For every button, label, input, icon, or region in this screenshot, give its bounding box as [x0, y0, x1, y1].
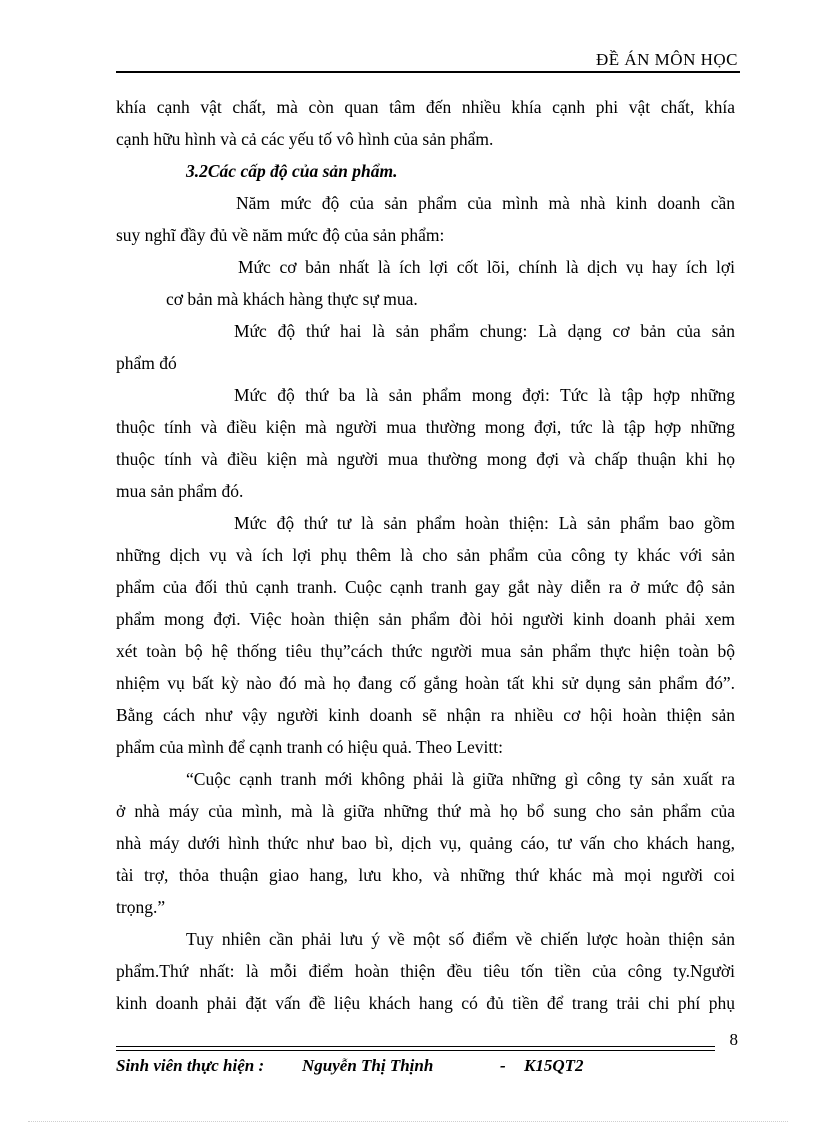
body-line: phẩm.Thứ nhất: là mỗi điểm hoàn thiện đều tiêu tốn tiền của công ty.Người [116, 961, 735, 981]
body-line: xét toàn bộ hệ thống tiêu thụ”cách thức người mua sản phẩm thực hiện toàn bộ [116, 641, 735, 661]
body-line: Mức độ thứ hai là sản phẩm chung: Là dạng cơ bản của sản [234, 321, 735, 341]
header-title: ĐỀ ÁN MÔN HỌC [595, 50, 738, 69]
body-line: cạnh hữu hình và cả các yếu tố vô hình của sản phẩm. [116, 129, 494, 149]
quote-line: ở nhà máy của mình, mà là giữa những thứ mà họ bổ sung cho sản phẩm của [116, 801, 735, 821]
footer-class-code: K15QT2 [524, 1056, 584, 1075]
body-line: những dịch vụ và ích lợi phụ thêm là cho sản phẩm của công ty khác với sản [116, 545, 735, 565]
footer-text [116, 1056, 584, 1076]
section-heading: 3.2Các cấp độ của sản phẩm. [186, 161, 398, 181]
body-line: phẩm mong đợi. Việc hoàn thiện sản phẩm đòi hỏi người kinh doanh phải xem [116, 609, 735, 629]
body-line: Mức cơ bản nhất là ích lợi cốt lõi, chính là dịch vụ hay ích lợi [238, 257, 735, 277]
body-line: thuộc tính và điều kiện mà người mua thường mong đợi và chấp thuận khi họ [116, 449, 735, 469]
body-line: kinh doanh phải đặt vấn đề liệu khách hang có đủ tiền để trang trải chi phí phụ [116, 993, 735, 1013]
body-line: Bằng cách như vậy người kinh doanh sẽ nhận ra nhiều cơ hội hoàn thiện sản [116, 705, 735, 725]
body-line: mua sản phẩm đó. [116, 481, 244, 501]
quote-line: trọng.” [116, 897, 166, 917]
footer-dash: - [500, 1056, 506, 1075]
body-line: Mức độ thứ tư là sản phẩm hoàn thiện: Là sản phẩm bao gồm [234, 513, 735, 533]
quote-line: tài trợ, thỏa thuận giao hang, lưu kho, và những thứ khác mà mọi người coi [116, 865, 735, 885]
body-line: thuộc tính và điều kiện mà người mua thường mong đợi, tức là tập hợp những [116, 417, 735, 437]
footer-label: Sinh viên thực hiện : [116, 1056, 265, 1075]
quote-line: “Cuộc cạnh tranh mới không phải là giữa những gì công ty sản xuất ra [186, 769, 735, 789]
footer-rule-bottom [116, 1050, 715, 1051]
body-line: phẩm của đối thủ cạnh tranh. Cuộc cạnh tranh gay gắt này diễn ra ở mức độ sản [116, 577, 735, 597]
body-line: phẩm đó [116, 353, 177, 373]
page-bottom-dotted-border [28, 1121, 788, 1122]
footer-student-name: Nguyễn Thị Thịnh [302, 1056, 434, 1075]
body-line: suy nghĩ đầy đủ về năm mức độ của sản phẩm: [116, 225, 445, 245]
body-line: khía cạnh vật chất, mà còn quan tâm đến nhiều khía cạnh phi vật chất, khía [116, 97, 735, 117]
header-rule [116, 71, 740, 73]
body-line: cơ bản mà khách hàng thực sự mua. [166, 289, 418, 309]
body-line: phẩm của mình để cạnh tranh có hiệu quả. Theo Levitt: [116, 737, 503, 757]
body-line: nhiệm vụ bất kỳ nào đó mà họ đang cố gắng hoàn tất khi sử dụng sản phẩm đó”. [116, 673, 735, 693]
footer-rule-top [116, 1046, 715, 1047]
body-line: Năm mức độ của sản phẩm của mình mà nhà kinh doanh cần [236, 193, 735, 213]
body-line: Tuy nhiên cần phải lưu ý về một số điểm về chiến lược hoàn thiện sản [186, 929, 735, 949]
quote-line: nhà máy dưới hình thức như bao bì, dịch vụ, quảng cáo, tư vấn cho khách hang, [116, 833, 735, 853]
page-number: 8 [729, 1030, 738, 1049]
body-line: Mức độ thứ ba là sản phẩm mong đợi: Tức là tập hợp những [234, 385, 735, 405]
